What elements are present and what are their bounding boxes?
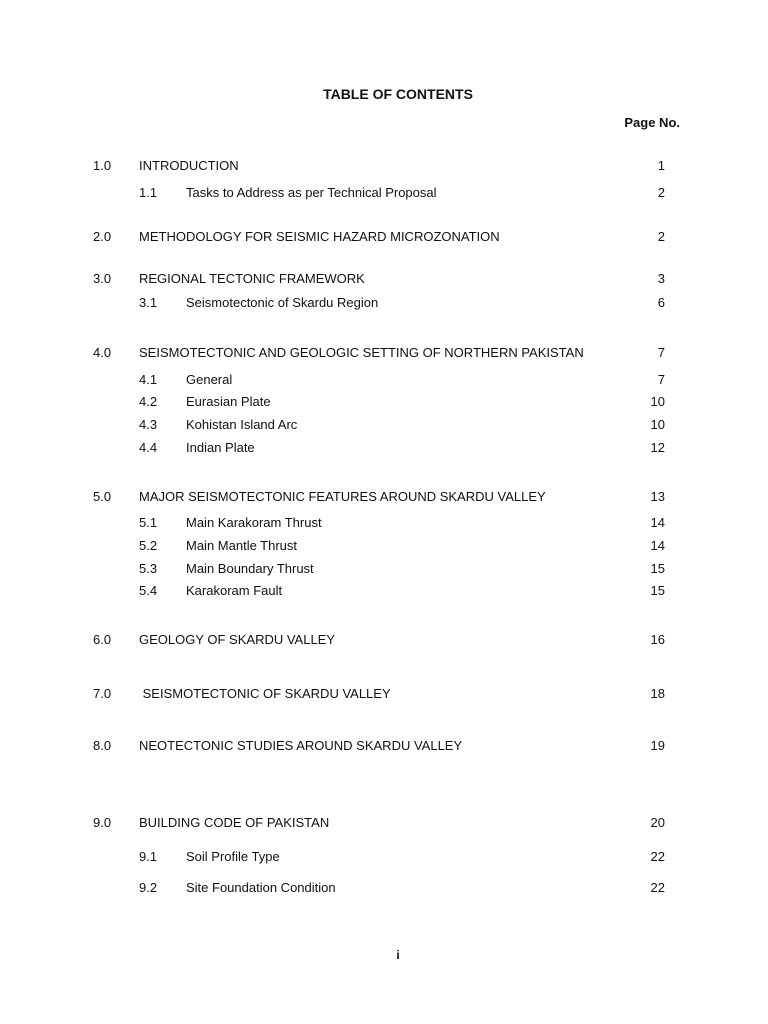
entry-title: General [186,372,233,387]
toc-subentry[interactable] [0,416,768,434]
toc-subentry[interactable] [0,439,768,457]
entry-page: 6 [657,295,665,310]
toc-subentry[interactable] [0,393,768,411]
entry-title: Eurasian Plate [186,394,271,409]
toc-subentry[interactable] [0,879,768,897]
toc-entry[interactable] [0,814,768,832]
entry-page: 13 [650,489,665,504]
toc-entry[interactable] [0,631,768,649]
entry-title: Main Karakoram Thrust [186,515,322,530]
toc-entry[interactable] [0,737,768,755]
entry-number: 2.0 [93,229,112,244]
entry-title: REGIONAL TECTONIC FRAMEWORK [139,271,365,286]
entry-number: 1.0 [93,158,112,173]
entry-page: 16 [650,632,665,647]
entry-page: 15 [650,561,665,576]
entry-number: 4.1 [139,372,158,387]
toc-title: TABLE OF CONTENTS [323,86,473,102]
entry-number: 5.2 [139,538,158,553]
entry-title: BUILDING CODE OF PAKISTAN [139,815,330,830]
entry-number: 5.4 [139,583,158,598]
entry-title: Indian Plate [186,440,255,455]
entry-title: Main Boundary Thrust [186,561,314,576]
entry-title: INTRODUCTION [139,158,239,173]
entry-number: 1.1 [139,185,158,200]
toc-entry[interactable] [0,685,768,703]
entry-page: 10 [650,394,665,409]
entry-number: 5.1 [139,515,158,530]
toc-subentry[interactable] [0,848,768,866]
entry-number: 3.0 [93,271,112,286]
entry-number: 4.3 [139,417,158,432]
entry-page: 12 [650,440,665,455]
entry-page: 10 [650,417,665,432]
toc-subentry[interactable] [0,184,768,202]
entry-page: 14 [650,515,665,530]
entry-title: Kohistan Island Arc [186,417,298,432]
toc-subentry[interactable] [0,294,768,312]
entry-number: 4.2 [139,394,158,409]
entry-title: METHODOLOGY FOR SEISMIC HAZARD MICROZONATION [139,229,500,244]
entry-page: 14 [650,538,665,553]
toc-subentry[interactable] [0,537,768,555]
entry-title: Karakoram Fault [186,583,283,598]
entry-number: 9.2 [139,880,158,895]
entry-page: 7 [657,345,665,360]
toc-entry[interactable] [0,270,768,288]
toc-entry[interactable] [0,157,768,175]
entry-title: Seismotectonic of Skardu Region [186,295,379,310]
entry-page: 7 [657,372,665,387]
entry-page: 19 [650,738,665,753]
entry-number: 5.3 [139,561,158,576]
entry-page: 18 [650,686,665,701]
entry-page: 1 [657,158,665,173]
entry-title: MAJOR SEISMOTECTONIC FEATURES AROUND SKARDU VALLEY [139,489,546,504]
footer-page-number: i [396,948,400,962]
entry-title: Tasks to Address as per Technical Proposal [186,185,437,200]
toc-subentry[interactable] [0,514,768,532]
entry-page: 2 [657,185,665,200]
entry-number: 7.0 [93,686,112,701]
toc-entry[interactable] [0,228,768,246]
entry-page: 15 [650,583,665,598]
entry-page: 22 [650,880,665,895]
entry-title: SEISMOTECTONIC AND GEOLOGIC SETTING OF NORTHERN PAKISTAN [139,345,584,360]
entry-title: GEOLOGY OF SKARDU VALLEY [139,632,336,647]
toc-subentry[interactable] [0,582,768,600]
entry-title: NEOTECTONIC STUDIES AROUND SKARDU VALLEY [139,738,463,753]
entry-page: 2 [657,229,665,244]
toc-subentry[interactable] [0,371,768,389]
entry-number: 4.4 [139,440,158,455]
entry-number: 3.1 [139,295,158,310]
entry-number: 4.0 [93,345,112,360]
entry-page: 3 [657,271,665,286]
toc-entry[interactable] [0,488,768,506]
toc-entry[interactable] [0,344,768,362]
entry-number: 8.0 [93,738,112,753]
entry-number: 5.0 [93,489,112,504]
entry-title: SEISMOTECTONIC OF SKARDU VALLEY [139,686,391,701]
entry-number: 9.1 [139,849,158,864]
entry-page: 20 [650,815,665,830]
toc-subentry[interactable] [0,560,768,578]
entry-title: Main Mantle Thrust [186,538,298,553]
entry-number: 9.0 [93,815,112,830]
page-number-header: Page No. [624,115,680,130]
entry-page: 22 [650,849,665,864]
entry-title: Soil Profile Type [186,849,280,864]
entry-title: Site Foundation Condition [186,880,336,895]
entry-number: 6.0 [93,632,112,647]
